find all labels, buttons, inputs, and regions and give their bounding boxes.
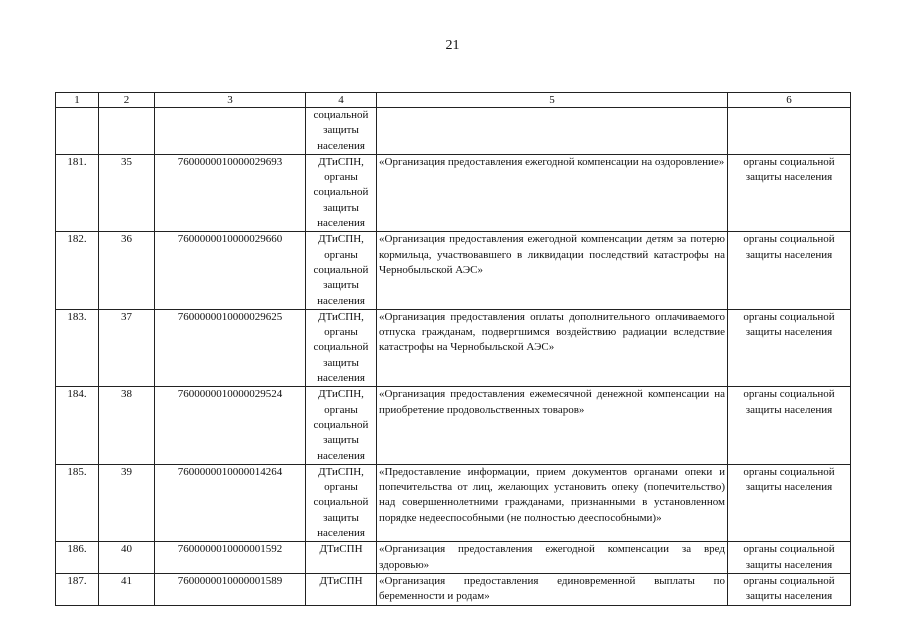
service-index-cell: 39 [99, 464, 155, 541]
service-name-cell [377, 108, 728, 155]
registry-code-cell: 7600000010000001589 [155, 573, 306, 605]
service-index-cell: 37 [99, 309, 155, 386]
responsible-body-cell: ДТиСПН [306, 573, 377, 605]
row-number-cell: 186. [56, 542, 99, 574]
registry-code-cell: 7600000010000001592 [155, 542, 306, 574]
service-name-cell: «Организация предоставления ежегодной компенсации на оздоровление» [377, 154, 728, 231]
header-col-2: 2 [99, 93, 155, 108]
row-number-cell: 183. [56, 309, 99, 386]
service-index-cell: 36 [99, 232, 155, 309]
table-row [56, 387, 851, 464]
page-number: 21 [445, 38, 460, 53]
provider-cell: органы социальной защиты населения [728, 309, 851, 386]
table-body [56, 108, 851, 606]
provider-cell: органы социальной защиты населения [728, 232, 851, 309]
header-col-1: 1 [56, 93, 99, 108]
table-row [56, 573, 851, 605]
provider-cell: органы социальной защиты населения [728, 542, 851, 574]
registry-code-cell: 7600000010000029693 [155, 154, 306, 231]
table-row [56, 309, 851, 386]
provider-cell: органы социальной защиты населения [728, 387, 851, 464]
service-index-cell: 41 [99, 573, 155, 605]
row-number-cell: 185. [56, 464, 99, 541]
registry-code-cell [155, 108, 306, 155]
provider-cell [728, 108, 851, 155]
service-index-cell: 35 [99, 154, 155, 231]
registry-code-cell: 7600000010000029660 [155, 232, 306, 309]
row-number-cell: 181. [56, 154, 99, 231]
table-header [56, 93, 851, 108]
row-number-cell: 187. [56, 573, 99, 605]
registry-code-cell: 7600000010000029625 [155, 309, 306, 386]
service-index-cell: 38 [99, 387, 155, 464]
responsible-body-cell: ДТиСПН, органы социальной защиты населения [306, 309, 377, 386]
header-row [56, 93, 851, 108]
responsible-body-cell: ДТиСПН, органы социальной защиты населения [306, 154, 377, 231]
service-index-cell [99, 108, 155, 155]
header-col-6: 6 [728, 93, 851, 108]
service-name-cell: «Организация предоставления оплаты дополнительного оплачиваемого отпуска гражданам, подвергшимся воздействию радиации вследствие катастрофы на Чернобыльской АЭС» [377, 309, 728, 386]
table-row [56, 154, 851, 231]
responsible-body-cell: социальной защиты населения [306, 108, 377, 155]
header-col-4: 4 [306, 93, 377, 108]
provider-cell: органы социальной защиты населения [728, 573, 851, 605]
registry-code-cell: 7600000010000014264 [155, 464, 306, 541]
table-row [56, 232, 851, 309]
table-row [56, 108, 851, 155]
service-name-cell: «Организация предоставления ежегодной компенсации детям за потерю кормильца, участвовавшего в ликвидации последствий катастрофы на Чернобыльской АЭС» [377, 232, 728, 309]
table-row [56, 542, 851, 574]
provider-cell: органы социальной защиты населения [728, 154, 851, 231]
responsible-body-cell: ДТиСПН, органы социальной защиты населения [306, 232, 377, 309]
responsible-body-cell: ДТиСПН, органы социальной защиты населения [306, 387, 377, 464]
service-name-cell: «Организация предоставления единовременной выплаты по беременности и родам» [377, 573, 728, 605]
responsible-body-cell: ДТиСПН, органы социальной защиты населения [306, 464, 377, 541]
service-name-cell: «Организация предоставления ежемесячной денежной компенсации на приобретение продовольственных товаров» [377, 387, 728, 464]
service-name-cell: «Предоставление информации, прием документов органами опеки и попечительства от лиц, желающих установить опеку (попечительство) над совершеннолетними гражданами, признанными в установленном порядке недееспособными (не полностью дееспособными)» [377, 464, 728, 541]
table-row [56, 464, 851, 541]
header-col-5: 5 [377, 93, 728, 108]
row-number-cell [56, 108, 99, 155]
header-col-3: 3 [155, 93, 306, 108]
provider-cell: органы социальной защиты населения [728, 464, 851, 541]
service-name-cell: «Организация предоставления ежегодной компенсации за вред здоровью» [377, 542, 728, 574]
services-table [55, 92, 851, 606]
responsible-body-cell: ДТиСПН [306, 542, 377, 574]
row-number-cell: 184. [56, 387, 99, 464]
registry-code-cell: 7600000010000029524 [155, 387, 306, 464]
row-number-cell: 182. [56, 232, 99, 309]
service-index-cell: 40 [99, 542, 155, 574]
